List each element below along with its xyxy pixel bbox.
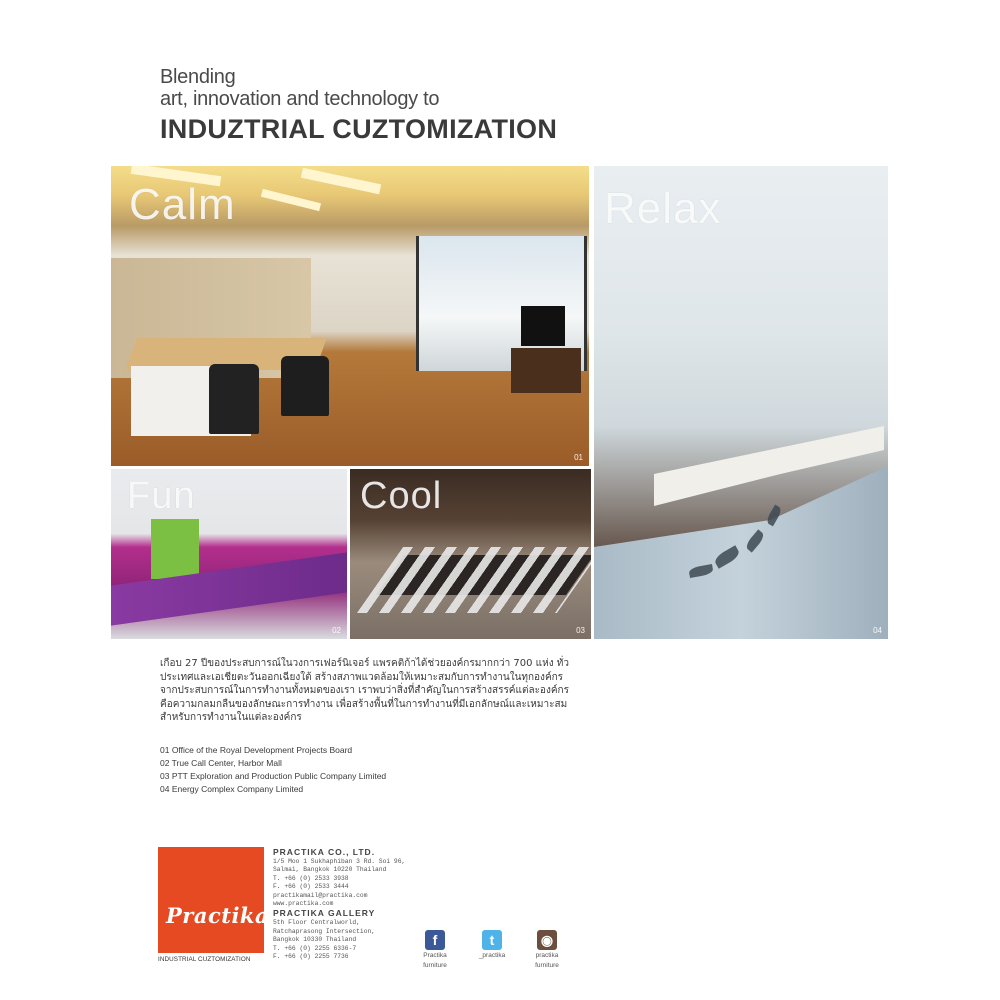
credit-item: 02 True Call Center, Harbor Mall	[160, 758, 282, 768]
social-label: furniture	[423, 961, 447, 969]
gallery-address-line: 5th Floor Centralworld,	[273, 919, 360, 927]
credit-item: 03 PTT Exploration and Production Public Company Limited	[160, 771, 387, 781]
gallery-address-line: Bangkok 10330 Thailand	[273, 936, 357, 944]
photo-number: 02	[332, 626, 341, 635]
credenza	[511, 348, 581, 393]
page-title: INDUZTRIAL CUZTOMIZATION	[160, 114, 558, 144]
social-label: Practika	[423, 952, 447, 959]
social-label: practika	[535, 952, 559, 959]
photo-number: 01	[574, 453, 583, 462]
company-email[interactable]: practikamail@practika.com	[273, 891, 368, 899]
social-label: _practika	[478, 952, 506, 959]
twitter-icon[interactable]: t	[482, 930, 502, 950]
green-wall-graphic	[151, 519, 199, 579]
logo-tagline: INDUSTRIAL CUZTOMIZATION	[158, 956, 251, 963]
gallery-address-line: Ratchaprasong Intersection,	[273, 927, 376, 935]
logo-wordmark: Practika	[166, 903, 270, 928]
photo-cool-boardroom	[350, 469, 591, 639]
conference-chairs	[357, 547, 591, 613]
gallery-fax: F. +66 (0) 2255 7736	[273, 953, 349, 961]
gallery-phone: T. +66 (0) 2255 6336-7	[273, 944, 357, 952]
photo-relax-office	[594, 166, 888, 639]
credit-item: 04 Energy Complex Company Limited	[160, 784, 304, 794]
ceiling-light	[301, 168, 381, 194]
photo-word-fun: Fun	[127, 475, 196, 517]
photo-number: 04	[873, 626, 882, 635]
leaf-print-partition	[594, 466, 888, 639]
office-chair	[281, 356, 329, 416]
contact-block	[273, 847, 406, 961]
social-instagram[interactable]	[532, 930, 562, 969]
photo-word-cool: Cool	[360, 475, 443, 517]
photo-calm-office	[111, 166, 589, 466]
company-phone: T. +66 (0) 2533 3938	[273, 874, 349, 882]
social-facebook[interactable]	[420, 930, 450, 969]
company-address-line: Salmai, Bangkok 10220 Thailand	[273, 866, 387, 874]
photo-number: 03	[576, 626, 585, 635]
gallery-name: PRACTIKA GALLERY	[273, 908, 376, 919]
header-line-blending: Blending	[160, 66, 236, 88]
ceiling-light	[261, 189, 321, 211]
social-twitter[interactable]	[477, 930, 507, 960]
photo-credits	[160, 744, 580, 796]
page-header	[160, 66, 557, 146]
purple-workstations	[111, 552, 347, 625]
header-line-subtitle: art, innovation and technology to	[160, 88, 440, 110]
company-address-line: 1/5 Moo 1 Sukhaphiban 3 Rd. Soi 96,	[273, 858, 406, 865]
office-chair	[209, 364, 259, 434]
instagram-icon[interactable]: ◉	[537, 930, 557, 950]
company-name: PRACTIKA CO., LTD.	[273, 847, 376, 857]
company-fax: F. +66 (0) 2533 3444	[273, 883, 349, 891]
credit-item: 01 Office of the Royal Development Projects Board	[160, 745, 353, 755]
photo-fun-callcenter	[111, 469, 347, 639]
practika-logo	[158, 847, 270, 953]
body-text-thai: เกือบ 27 ปีของประสบการณ์ในวงการเฟอร์นิเจอร์ แพรคติก้าได้ช่วยองค์กรมากกว่า 700 แห่ง ทั่วประเทศและเอเชียตะวันออกเฉียงใต้ สร้างสภาพแวดล้อมให้เหมาะสมกับการทำงานในทุกองค์กร จากประสบการณ์ในการทำงานทั้งหมดของเรา เราพบว่าสิ่งที่สำคัญในการสร้างสรรค์แต่ละองค์กรคือความกลมกลืนของลักษณะการทำงาน เพื่อสร้างพื้นที่ในการทำงานที่มีเอกลักษณ์และเหมาะสมสำหรับการทำงานในแต่ละองค์กร	[160, 658, 569, 723]
facebook-icon[interactable]: f	[425, 930, 445, 950]
television	[521, 306, 565, 346]
photo-word-relax: Relax	[604, 184, 722, 233]
company-website[interactable]: www.practika.com	[273, 900, 334, 908]
social-label: furniture	[535, 961, 559, 969]
photo-word-calm: Calm	[129, 180, 236, 229]
